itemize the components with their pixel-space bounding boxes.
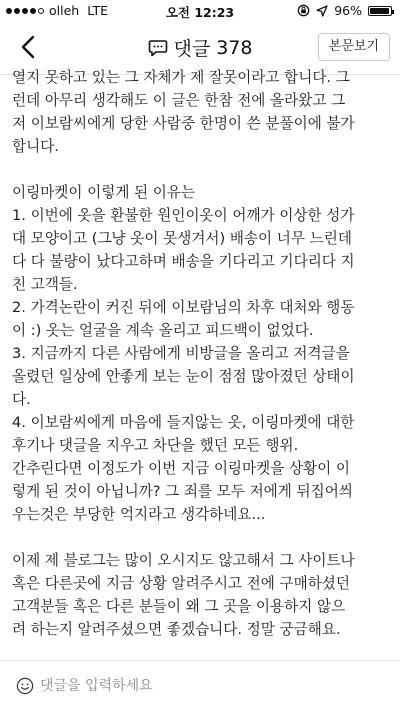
- text-line: 우는것은 부당한 억지라고 생각하네요...: [12, 506, 266, 523]
- text-line: 간추린다면 이정도가 이번 지금 이링마켓을 상황이 이: [12, 460, 350, 477]
- text-line: 이제 제 블로그는 많이 오시지도 않고해서 그 사이트나: [12, 552, 355, 569]
- text-line: 저 이보람씨에게 당한 사람중 한명이 쓴 분풀이에 불가: [12, 115, 355, 132]
- text-line: 이링마켓이 이렇게 된 이유는: [12, 184, 196, 201]
- text-line: 대 모양이고 (그냥 옷이 못생겨서) 배송이 너무 느린데: [12, 230, 352, 247]
- text-line: 려 하는지 알려주셨으면 좋겠습니다. 정말 궁금해요.: [12, 621, 341, 638]
- comment-count: 378: [216, 36, 253, 59]
- carrier-name: olleh: [49, 3, 80, 18]
- comment-content: [0, 69, 400, 660]
- battery-percent: 96%: [334, 3, 362, 18]
- comment-text: [0, 66, 400, 710]
- status-time: 오전 12:23: [165, 5, 235, 20]
- network-type: LTE: [87, 3, 108, 18]
- status-right: [297, 3, 392, 18]
- text-line: 2. 가격논란이 커진 뒤에 이보람님의 차후 대처와 행동: [12, 299, 355, 316]
- text-line: 렇게 된 것이 아닙니까? 그 죄를 모두 저에게 뒤집어씌: [12, 483, 353, 500]
- text-line: 4. 이보람씨에게 마음에 들지않는 옷, 이링마켓에 대한: [12, 414, 355, 431]
- text-line: 합니다.: [12, 138, 59, 155]
- text-line: 런데 아무리 생각해도 이 글은 한참 전에 올라왔고 그: [12, 92, 346, 109]
- view-original-button[interactable]: 본문보기: [318, 33, 390, 61]
- text-line: 1. 이번에 옷을 환불한 원인이옷이 어깨가 이상한 성가: [12, 207, 355, 224]
- comment-bubble-icon: [148, 38, 168, 58]
- text-line: 혹은 다른곳에 지금 상황 알려주시고 전에 구매하셨던: [12, 575, 350, 592]
- text-line: 열지 못하고 있는 그 자체가 제 잘못이라고 합니다. 그: [12, 69, 350, 86]
- orientation-lock-icon: [297, 4, 310, 17]
- text-line: 이 :) 옷는 얼굴을 계속 올리고 피드백이 없었다.: [12, 322, 314, 339]
- text-line: 다.: [12, 391, 31, 408]
- text-line: 올렸던 일상에 안좋게 보는 눈이 점점 많아졌던 상태이: [12, 368, 355, 385]
- title-label: 댓글: [173, 38, 211, 60]
- text-line: 친 고객들.: [12, 276, 78, 293]
- comment-bar: [0, 660, 400, 713]
- text-line: 3. 지금까지 다른 사람에게 비방글을 올리고 저격글을: [12, 345, 350, 362]
- text-line: 후기나 댓글을 지우고 차단을 했던 모든 행위.: [12, 437, 299, 454]
- status-bar: [0, 0, 400, 20]
- text-line: [0, 526, 400, 549]
- comment-input[interactable]: [14, 671, 386, 701]
- text-line: [0, 158, 400, 181]
- text-line: 다 다 불량이 났다고하며 배송을 기다리고 기다리다 지: [12, 253, 355, 270]
- text-line: 고객분들 혹은 다른 분들이 왜 그 곳을 이용하지 않으: [12, 598, 346, 615]
- location-arrow-icon: [316, 5, 328, 17]
- battery-icon: [368, 6, 392, 16]
